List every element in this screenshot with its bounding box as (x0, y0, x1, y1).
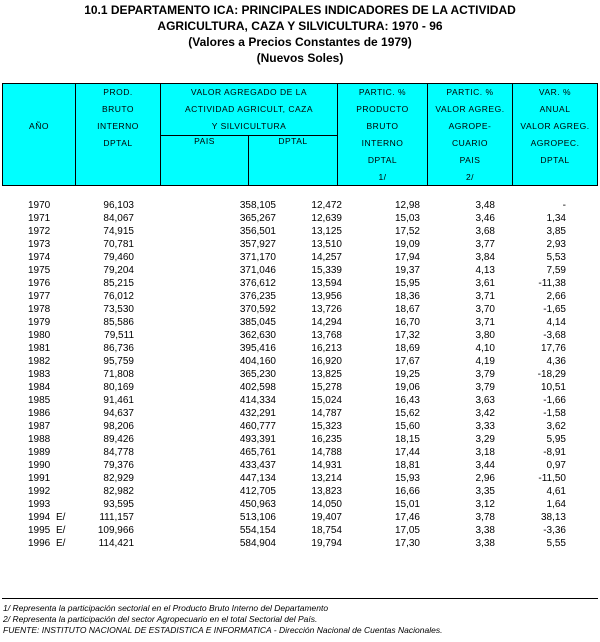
valor-pais-cell: 376,235 (239, 291, 276, 302)
header-partic-agropecuario: PARTIC. % VALOR AGREG. AGROPE- CUARIO PAIS 2/ (428, 84, 513, 185)
header-var-anual: VAR. % ANUAL VALOR AGREG. AGROPEC. DPTAL (520, 87, 590, 165)
table-row (0, 537, 600, 550)
valor-pais-cell: 414,334 (239, 395, 276, 406)
partic-producto-cell: 16,66 (394, 486, 420, 497)
table-row (0, 433, 600, 446)
header-pais: PAIS (161, 136, 249, 186)
prod-bruto-cell: 70,781 (103, 239, 134, 250)
partic-producto-cell: 17,05 (394, 525, 420, 536)
footnote-1: 1/ Representa la participación sectorial en el Producto Bruto Interno del Departamento (3, 603, 329, 613)
year-cell: 1974 (28, 252, 51, 263)
year-cell: 1975 (28, 265, 51, 276)
partic-agro-cell: 3,79 (475, 382, 495, 393)
partic-agro-cell: 3,38 (475, 525, 495, 536)
table-row (0, 303, 600, 316)
valor-dptal-cell: 15,339 (311, 265, 342, 276)
var-anual-cell: -1,58 (543, 408, 566, 419)
table-row (0, 394, 600, 407)
estimate-note: E/ (56, 538, 66, 549)
prod-bruto-cell: 79,204 (103, 265, 134, 276)
year-cell: 1971 (28, 213, 51, 224)
valor-pais-cell: 447,134 (239, 473, 276, 484)
footnote-divider (2, 598, 598, 599)
table-row (0, 212, 600, 225)
var-anual-cell: -8,91 (543, 447, 566, 458)
valor-dptal-cell: 13,768 (311, 330, 342, 341)
var-anual-cell: -3,68 (543, 330, 566, 341)
valor-dptal-cell: 13,956 (311, 291, 342, 302)
partic-agro-cell: 3,35 (475, 486, 495, 497)
table-title (0, 2, 600, 66)
partic-agro-cell: 3,12 (475, 499, 495, 510)
partic-agro-cell: 3,71 (475, 317, 495, 328)
valor-pais-cell: 433,437 (239, 460, 276, 471)
table-row (0, 355, 600, 368)
table-row (0, 199, 600, 212)
year-cell: 1991 (28, 473, 51, 484)
valor-dptal-cell: 16,213 (311, 343, 342, 354)
valor-pais-cell: 362,630 (239, 330, 276, 341)
partic-agro-cell: 3,46 (475, 213, 495, 224)
valor-dptal-cell: 15,278 (311, 382, 342, 393)
year-cell: 1983 (28, 369, 51, 380)
year-cell: 1978 (28, 304, 51, 315)
var-anual-cell: 5,53 (546, 252, 566, 263)
year-cell: 1985 (28, 395, 51, 406)
valor-dptal-cell: 15,323 (311, 421, 342, 432)
valor-pais-cell: 376,612 (239, 278, 276, 289)
valor-dptal-cell: 13,510 (311, 239, 342, 250)
partic-producto-cell: 17,46 (394, 512, 420, 523)
partic-agro-cell: 2,96 (475, 473, 495, 484)
partic-producto-cell: 17,94 (394, 252, 420, 263)
valor-dptal-cell: 16,235 (311, 434, 342, 445)
prod-bruto-cell: 85,586 (103, 317, 134, 328)
prod-bruto-cell: 79,376 (103, 460, 134, 471)
valor-dptal-cell: 14,788 (311, 447, 342, 458)
valor-dptal-cell: 13,726 (311, 304, 342, 315)
valor-pais-cell: 493,391 (239, 434, 276, 445)
title-line-3: (Valores a Precios Constantes de 1979) (188, 35, 412, 49)
partic-producto-cell: 18,69 (394, 343, 420, 354)
title-line-1: 10.1 DEPARTAMENTO ICA: PRINCIPALES INDICADORES DE LA ACTIVIDAD (84, 3, 516, 17)
estimate-note: E/ (56, 525, 66, 536)
partic-producto-cell: 19,09 (394, 239, 420, 250)
prod-bruto-cell: 84,067 (103, 213, 134, 224)
table-row (0, 329, 600, 342)
partic-agro-cell: 4,13 (475, 265, 495, 276)
partic-producto-cell: 15,01 (394, 499, 420, 510)
partic-producto-cell: 18,67 (394, 304, 420, 315)
table-row (0, 238, 600, 251)
partic-producto-cell: 15,93 (394, 473, 420, 484)
table-row (0, 524, 600, 537)
var-anual-cell: 3,62 (546, 421, 566, 432)
valor-pais-cell: 412,705 (239, 486, 276, 497)
table-row (0, 446, 600, 459)
valor-pais-cell: 357,927 (239, 239, 276, 250)
year-cell: 1986 (28, 408, 51, 419)
valor-dptal-cell: 12,472 (311, 200, 342, 211)
prod-bruto-cell: 84,778 (103, 447, 134, 458)
partic-producto-cell: 17,44 (394, 447, 420, 458)
var-anual-cell: 4,61 (546, 486, 566, 497)
valor-pais-cell: 584,904 (239, 538, 276, 549)
prod-bruto-cell: 79,460 (103, 252, 134, 263)
valor-pais-cell: 432,291 (239, 408, 276, 419)
var-anual-cell: -1,66 (543, 395, 566, 406)
var-anual-cell: 10,51 (540, 382, 566, 393)
prod-bruto-cell: 89,426 (103, 434, 134, 445)
partic-agro-cell: 3,68 (475, 226, 495, 237)
table-row (0, 368, 600, 381)
valor-pais-cell: 402,598 (239, 382, 276, 393)
year-cell: 1977 (28, 291, 51, 302)
valor-dptal-cell: 12,639 (311, 213, 342, 224)
title-line-2: AGRICULTURA, CAZA Y SILVICULTURA: 1970 - 96 (157, 19, 443, 33)
year-cell: 1988 (28, 434, 51, 445)
prod-bruto-cell: 76,012 (103, 291, 134, 302)
year-cell: 1973 (28, 239, 51, 250)
table-row (0, 407, 600, 420)
year-cell: 1993 (28, 499, 51, 510)
var-anual-cell: 4,14 (546, 317, 566, 328)
partic-producto-cell: 19,06 (394, 382, 420, 393)
partic-agro-cell: 3,71 (475, 291, 495, 302)
table-row (0, 498, 600, 511)
valor-pais-cell: 356,501 (239, 226, 276, 237)
var-anual-cell: -11,38 (538, 278, 566, 289)
valor-dptal-cell: 13,823 (311, 486, 342, 497)
valor-dptal-cell: 15,024 (311, 395, 342, 406)
valor-pais-cell: 460,777 (239, 421, 276, 432)
partic-agro-cell: 3,44 (475, 460, 495, 471)
partic-agro-cell: 3,48 (475, 200, 495, 211)
var-anual-cell: 38,13 (540, 512, 566, 523)
prod-bruto-cell: 91,461 (103, 395, 134, 406)
header-dptal: DPTAL (278, 136, 308, 146)
table-header (2, 83, 598, 186)
prod-bruto-cell: 93,595 (103, 499, 134, 510)
table-row (0, 264, 600, 277)
partic-agro-cell: 3,38 (475, 538, 495, 549)
partic-agro-cell: 3,29 (475, 434, 495, 445)
estimate-note: E/ (56, 512, 66, 523)
partic-producto-cell: 18,36 (394, 291, 420, 302)
valor-dptal-cell: 14,787 (311, 408, 342, 419)
partic-agro-cell: 3,42 (475, 408, 495, 419)
year-cell: 1995 (28, 525, 51, 536)
var-anual-cell: -1,65 (543, 304, 566, 315)
var-anual-cell: 1,34 (546, 213, 566, 224)
year-cell: 1972 (28, 226, 51, 237)
valor-pais-cell: 513,106 (239, 512, 276, 523)
valor-pais-cell: 450,963 (239, 499, 276, 510)
valor-dptal-cell: 14,931 (311, 460, 342, 471)
valor-dptal-cell: 19,794 (311, 538, 342, 549)
partic-agro-cell: 4,10 (475, 343, 495, 354)
header-anio: AÑO (3, 84, 76, 185)
prod-bruto-cell: 80,169 (103, 382, 134, 393)
table-row (0, 420, 600, 433)
var-anual-cell: -18,29 (537, 369, 566, 380)
valor-dptal-cell: 14,294 (311, 317, 342, 328)
var-anual-cell: 17,76 (540, 343, 566, 354)
partic-producto-cell: 17,67 (394, 356, 420, 367)
partic-agro-cell: 3,33 (475, 421, 495, 432)
partic-agro-cell: 3,70 (475, 304, 495, 315)
partic-agro-cell: 3,79 (475, 369, 495, 380)
partic-producto-cell: 15,60 (394, 421, 420, 432)
prod-bruto-cell: 95,759 (103, 356, 134, 367)
year-cell: 1996 (28, 538, 51, 549)
valor-dptal-cell: 14,050 (311, 499, 342, 510)
prod-bruto-cell: 86,736 (103, 343, 134, 354)
partic-producto-cell: 16,70 (394, 317, 420, 328)
prod-bruto-cell: 73,530 (103, 304, 134, 315)
valor-dptal-cell: 19,407 (311, 512, 342, 523)
prod-bruto-cell: 96,103 (103, 200, 134, 211)
prod-bruto-cell: 111,157 (99, 512, 134, 523)
partic-producto-cell: 19,37 (394, 265, 420, 276)
var-anual-cell: 1,64 (546, 499, 566, 510)
year-cell: 1984 (28, 382, 51, 393)
year-cell: 1994 (28, 512, 51, 523)
prod-bruto-cell: 85,215 (103, 278, 134, 289)
table-row (0, 251, 600, 264)
year-cell: 1981 (28, 343, 51, 354)
partic-producto-cell: 17,52 (394, 226, 420, 237)
year-cell: 1976 (28, 278, 51, 289)
valor-dptal-cell: 18,754 (311, 525, 342, 536)
prod-bruto-cell: 94,637 (103, 408, 134, 419)
var-anual-cell: 3,85 (546, 226, 566, 237)
table-row (0, 472, 600, 485)
prod-bruto-cell: 74,915 (103, 226, 134, 237)
valor-pais-cell: 358,105 (239, 200, 276, 211)
prod-bruto-cell: 82,982 (103, 486, 134, 497)
header-prod-bruto: PROD. BRUTO INTERNO DPTAL (76, 84, 161, 185)
valor-dptal-cell: 13,125 (311, 226, 342, 237)
header-partic-producto: PARTIC. % PRODUCTO BRUTO INTERNO DPTAL 1/ (338, 84, 428, 185)
valor-pais-cell: 465,761 (239, 447, 276, 458)
valor-dptal-cell: 14,257 (311, 252, 342, 263)
prod-bruto-cell: 82,929 (103, 473, 134, 484)
valor-pais-cell: 385,045 (239, 317, 276, 328)
valor-pais-cell: 365,267 (239, 213, 276, 224)
partic-producto-cell: 12,98 (394, 200, 420, 211)
year-cell: 1990 (28, 460, 51, 471)
partic-producto-cell: 18,15 (394, 434, 420, 445)
header-valor-subcolumns (161, 135, 337, 186)
partic-producto-cell: 16,43 (394, 395, 420, 406)
valor-pais-cell: 371,046 (239, 265, 276, 276)
valor-pais-cell: 404,160 (239, 356, 276, 367)
partic-producto-cell: 18,81 (394, 460, 420, 471)
valor-pais-cell: 554,154 (239, 525, 276, 536)
table-row (0, 225, 600, 238)
valor-dptal-cell: 16,920 (311, 356, 342, 367)
partic-producto-cell: 17,32 (394, 330, 420, 341)
title-line-4: (Nuevos Soles) (256, 51, 344, 65)
var-anual-cell: 2,93 (546, 239, 566, 250)
source-note: FUENTE: INSTITUTO NACIONAL DE ESTADISTICA E INFORMATICA - Dirección Nacional de Cuentas Nacionales. (3, 625, 443, 635)
prod-bruto-cell: 98,206 (103, 421, 134, 432)
table-row (0, 342, 600, 355)
partic-agro-cell: 3,80 (475, 330, 495, 341)
year-cell: 1982 (28, 356, 51, 367)
valor-dptal-cell: 13,825 (311, 369, 342, 380)
valor-pais-cell: 370,592 (239, 304, 276, 315)
partic-producto-cell: 15,03 (394, 213, 420, 224)
year-cell: 1987 (28, 421, 51, 432)
var-anual-cell: 7,59 (546, 265, 566, 276)
var-anual-cell: 2,66 (546, 291, 566, 302)
table-row (0, 381, 600, 394)
valor-dptal-cell: 13,214 (311, 473, 342, 484)
var-anual-cell: 4,36 (546, 356, 566, 367)
partic-agro-cell: 3,18 (475, 447, 495, 458)
partic-producto-cell: 19,25 (394, 369, 420, 380)
year-cell: 1992 (28, 486, 51, 497)
prod-bruto-cell: 114,421 (98, 538, 134, 549)
header-valor-agregado: VALOR AGREGADO DE LA ACTIVIDAD AGRICULT, CAZA Y SILVICULTURA PAIS DPTAL (161, 84, 338, 185)
table-row (0, 459, 600, 472)
partic-agro-cell: 3,63 (475, 395, 495, 406)
valor-pais-cell: 365,230 (239, 369, 276, 380)
year-cell: 1970 (28, 200, 51, 211)
footnote-2: 2/ Representa la participación del sector Agropecuario en el total Sectorial del País. (3, 614, 318, 624)
prod-bruto-cell: 109,966 (97, 525, 134, 536)
var-anual-cell: -3,36 (543, 525, 566, 536)
partic-producto-cell: 15,95 (394, 278, 420, 289)
table-row (0, 316, 600, 329)
partic-agro-cell: 4,19 (475, 356, 495, 367)
valor-pais-cell: 371,170 (239, 252, 276, 263)
partic-agro-cell: 3,77 (475, 239, 495, 250)
partic-agro-cell: 3,61 (475, 278, 495, 289)
prod-bruto-cell: 79,511 (104, 330, 134, 341)
partic-agro-cell: 3,84 (475, 252, 495, 263)
var-anual-cell: 5,55 (546, 538, 566, 549)
valor-pais-cell: 395,416 (239, 343, 276, 354)
var-anual-cell: 5,95 (546, 434, 566, 445)
table-row (0, 485, 600, 498)
partic-producto-cell: 17,30 (394, 538, 420, 549)
partic-agro-cell: 3,78 (475, 512, 495, 523)
partic-producto-cell: 15,62 (394, 408, 420, 419)
table-row (0, 290, 600, 303)
valor-dptal-cell: 13,594 (311, 278, 342, 289)
table-row (0, 277, 600, 290)
year-cell: 1979 (28, 317, 51, 328)
var-anual-cell: -11,50 (538, 473, 566, 484)
var-anual-cell: - (562, 200, 566, 211)
table-row (0, 511, 600, 524)
year-cell: 1989 (28, 447, 51, 458)
year-cell: 1980 (28, 330, 51, 341)
var-anual-cell: 0,97 (546, 460, 566, 471)
prod-bruto-cell: 71,808 (103, 369, 134, 380)
